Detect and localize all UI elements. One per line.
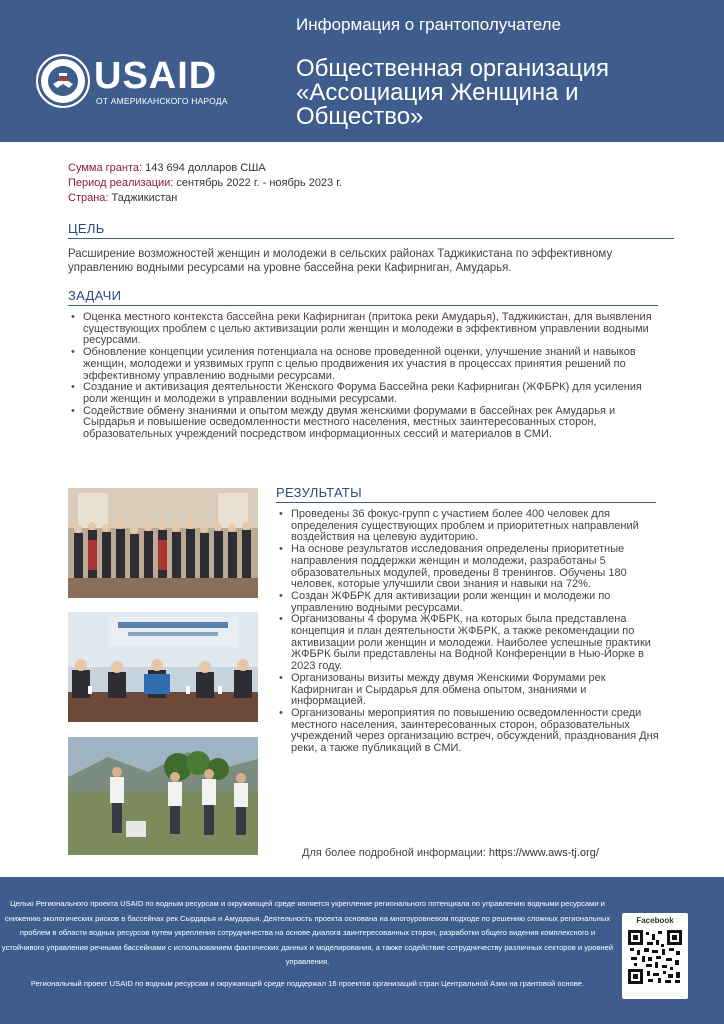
qr-code-icon — [628, 930, 682, 989]
result-item: • Проведены 36 фокус-групп с участием более 400 человек для определения существующих проблем и приоритетных направлений воздействия на целевую аудиторию. — [291, 509, 664, 544]
goal-text: Расширение возможностей женщин и молодежи в сельских районах Таджикистана по эффективному управлению водными ресурсами на уровне бассейна реки Кафирниган, Амударья. — [68, 248, 613, 274]
facebook-qr-box[interactable] — [622, 913, 688, 999]
grant-amount-value: 143 694 долларов США — [145, 162, 266, 174]
tasks-heading: ЗАДАЧИ — [68, 288, 658, 306]
task-item: • Содействие обмену знаниями и опытом между двумя женскими форумами в бассейнах рек Амударья и Сырдарья и повышение осведомленности местного населения, местных заинтересованных сторон, образовательных учреждений посредством информационных сессий и материалов в СМИ. — [83, 406, 658, 441]
results-heading: РЕЗУЛЬТАТЫ — [276, 485, 656, 503]
grant-amount-label: Сумма гранта: — [68, 162, 143, 174]
usaid-seal-icon — [36, 54, 90, 108]
period-label: Период реализации: — [68, 177, 174, 189]
header-banner — [0, 0, 724, 142]
footer-banner — [0, 877, 724, 1024]
grantee-info-label: Информация о грантополучателе — [296, 15, 562, 34]
country-value: Таджикистан — [111, 192, 178, 204]
result-item: • Создан ЖФБРК для активизации роли женщин и молодежи по управлению водными ресурсами. — [291, 591, 664, 614]
task-item: • Обновление концепции усиления потенциала на основе проведенной оценки, улучшение знаний и навыков женщин, молодежи и уязвимых групп с целью продвижения их участия в процессах принятия решений по эффективному управлению водными ресурсами. — [83, 347, 658, 382]
usaid-logo-text: USAID — [94, 55, 218, 97]
footer-grants-note: Региональный проект USAID по водным ресурсам и окружающей среде поддержал 16 проектов организаций стран Центральной Азии на грантовой основе. — [30, 979, 585, 988]
task-item: • Оценка местного контекста бассейна реки Кафирниган (притока реки Амударья), Таджикистан, для выявления существующих проблем с целью активизации роли женщин и молодежи в эффективном управлении водными ресурсами. — [83, 312, 658, 347]
more-info — [302, 847, 599, 859]
river-cleanup-photo — [68, 737, 258, 855]
result-item: • На основе результатов исследования определены приоритетные направления поддержки женщин и молодежи, разработаны 5 образовательных модулей, проведены 8 тренингов. Обучены 180 человек, которые улучшили свои знания и навыки на 72%. — [291, 544, 664, 591]
tasks-list — [68, 312, 658, 441]
results-list — [276, 509, 664, 755]
organization-title: Общественная организация «Ассоциация Женщина и Общество» — [296, 55, 610, 130]
usaid-logo-subtitle: ОТ АМЕРИКАНСКОГО НАРОДА — [96, 96, 228, 106]
grant-meta — [68, 161, 342, 206]
facebook-label: Facebook — [636, 916, 674, 925]
website-link[interactable]: https://www.aws-tj.org/ — [488, 847, 599, 859]
panel-photo — [68, 612, 258, 722]
result-item: • Организованы визиты между двумя Женскими Форумами рек Кафирниган и Сырдарья для обмена опытом, знаниями и информацией. — [291, 673, 664, 708]
group-photo — [68, 488, 258, 598]
country-label: Страна: — [68, 192, 109, 204]
period-value: сентябрь 2022 г. - ноябрь 2023 г. — [176, 177, 342, 189]
goal-heading: ЦЕЛЬ — [68, 221, 674, 239]
result-item: • Организованы мероприятия по повышению осведомленности среди местного населения, заинтересованных сторон, образовательных учреждений через организацию встреч, обсуждений, празднования Дня реки, а также публикаций в СМИ. — [291, 708, 664, 755]
result-item: • Организованы 4 форума ЖФБРК, на которых была представлена концепция и план деятельности ЖФБРК, а также рекомендации по активизации роли женщин и молодежи. Наиболее успешные практики ЖФБРК были представлены на Водной Конференции в Нью-Йорке в 2023 году. — [291, 614, 664, 673]
more-info-label: Для более подробной информации: — [302, 847, 486, 859]
task-item: • Создание и активизация деятельности Женского Форума Бассейна реки Кафирниган (ЖФБРК) для усиления роли женщин и молодежи в управлении водными ресурсами. — [83, 382, 658, 405]
footer-project-description: Целью Регионального проекта USAID по водным ресурсам и окружающей среде является укрепление регионального потенциала по управлению водными ресурсами и снижению экологических рисков в бассейнах рек Сырдарья и Амударья. Деятельность проекта основана на многоуровневом подходе по решению сложных региональных проблем в области водных ресурсов путем укрепления сотрудничества на основе диалога заинтересованных сторон, разработки общего видения комплексного и устойчивого управления речными бассейнами с использованием фактических данных и моделирования, а также содействие сотрудничеству различных секторов и уровней управления. — [1, 899, 614, 966]
